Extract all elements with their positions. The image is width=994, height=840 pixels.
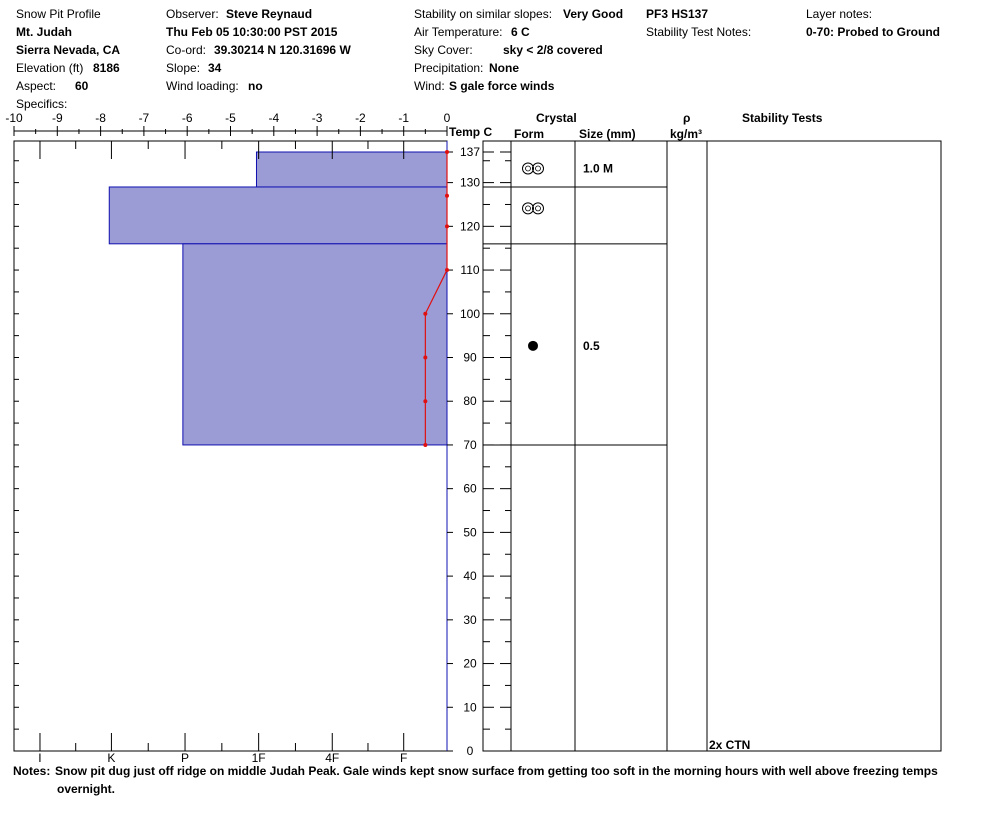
height-tick-label: 120 — [459, 219, 481, 234]
elevation-value: 8186 — [93, 61, 120, 75]
height-tick-label: 0 — [466, 744, 474, 758]
height-tick-label: 80 — [463, 394, 477, 409]
notes-line-2: overnight. — [57, 782, 116, 796]
layer-notes-label: Layer notes: — [806, 7, 873, 21]
air-temp-value: 6 C — [511, 25, 530, 39]
height-tick-label: 90 — [463, 350, 477, 365]
observer-label: Observer: — [166, 7, 219, 21]
stability-tests-column-header: Stability Tests — [742, 111, 823, 125]
layer-bar-0 — [256, 152, 447, 187]
height-tick-label: 110 — [460, 263, 480, 278]
rounds-crystal-icon — [523, 163, 544, 174]
height-tick-label: 60 — [463, 481, 477, 496]
temperature-point — [445, 150, 449, 154]
height-tick-label: 40 — [463, 569, 477, 584]
temp-tick-label: -6 — [181, 111, 193, 125]
round-ring-inner — [526, 166, 531, 171]
profile-title: Snow Pit Profile — [16, 7, 101, 21]
round-ring — [523, 203, 534, 214]
temp-tick-label: 0 — [443, 111, 451, 125]
height-tick-label: 30 — [463, 612, 477, 627]
crystal-size-label: 1.0 M — [583, 161, 614, 176]
hardness-label: F — [400, 751, 408, 765]
height-tick-label: 137 — [459, 145, 481, 159]
wind-value: S gale force winds — [449, 79, 555, 93]
sky-cover-value: sky < 2/8 covered — [503, 43, 603, 57]
height-tick-label: 50 — [463, 525, 477, 540]
height-tick-label: 70 — [463, 437, 477, 452]
region: Sierra Nevada, CA — [16, 43, 121, 57]
hardness-label: 4F — [325, 751, 340, 765]
height-tick-label: 10 — [463, 700, 477, 715]
temp-tick-label: -8 — [95, 111, 106, 125]
slope-value: 34 — [208, 61, 222, 75]
pf-hs: PF3 HS137 — [646, 7, 709, 21]
density-unit: kg/m³ — [670, 127, 703, 141]
slope-label: Slope: — [166, 61, 201, 75]
height-tick-label: 100 — [459, 306, 481, 321]
temperature-point — [445, 224, 449, 228]
round-ring — [533, 203, 544, 214]
temperature-point — [445, 268, 449, 272]
round-ring-inner — [526, 206, 531, 211]
stability-value: Very Good — [563, 7, 624, 21]
temp-tick-label: -9 — [51, 111, 63, 125]
layer-bar-2 — [183, 244, 447, 445]
hardness-label: I — [38, 751, 42, 765]
stability-test-notes-label: Stability Test Notes: — [646, 25, 752, 39]
notes-line-1: Snow pit dug just off ridge on middle Judah Peak. Gale winds kept snow surface from getting too soft in the morning hours with well above freezing temps — [55, 764, 938, 778]
wind-label: Wind: — [414, 79, 445, 93]
temp-tick-label: -3 — [311, 111, 323, 125]
elevation-label: Elevation (ft) — [16, 61, 84, 75]
aspect-value: 60 — [75, 79, 89, 93]
hardness-label: K — [107, 751, 116, 765]
crystal-column-header: Crystal — [536, 111, 577, 125]
size-column-header: Size (mm) — [579, 127, 636, 141]
density-symbol: ρ — [683, 111, 691, 125]
temp-tick-label: -10 — [5, 111, 23, 125]
layer-bar-1 — [109, 187, 447, 244]
temp-tick-label: -4 — [268, 111, 280, 125]
round-ring — [533, 163, 544, 174]
round-ring-inner — [536, 206, 541, 211]
temperature-point — [423, 312, 427, 316]
temp-tick-label: -5 — [225, 111, 236, 125]
round-ring — [523, 163, 534, 174]
coord-label: Co-ord: — [166, 43, 207, 57]
air-temp-label: Air Temperature: — [414, 25, 503, 39]
temp-tick-label: -2 — [355, 111, 366, 125]
observer-value: Steve Reynaud — [226, 7, 313, 21]
temperature-point — [423, 399, 427, 403]
layer-table-frame — [483, 141, 941, 751]
temp-column-header: Temp C — [449, 125, 493, 139]
temperature-point — [423, 443, 427, 447]
wind-loading-label: Wind loading: — [166, 79, 239, 93]
hardness-label: P — [181, 751, 190, 765]
specifics-label: Specifics: — [16, 97, 68, 111]
stability-label: Stability on similar slopes: — [414, 7, 553, 21]
observation-datetime: Thu Feb 05 10:30:00 PST 2015 — [166, 25, 338, 39]
graupel-crystal-icon — [528, 341, 538, 351]
crystal-size-label: 0.5 — [583, 338, 600, 353]
notes-label: Notes: — [13, 764, 51, 778]
coord-value: 39.30214 N 120.31696 W — [214, 43, 351, 57]
height-tick-label: 20 — [463, 656, 477, 671]
layer-notes-value: 0-70: Probed to Ground — [806, 25, 941, 39]
precipitation-value: None — [489, 61, 519, 75]
aspect-label: Aspect: — [16, 79, 57, 93]
height-tick-label: 130 — [459, 175, 481, 190]
round-ring-inner — [536, 166, 541, 171]
temperature-point — [423, 355, 427, 359]
hardness-label: 1F — [251, 751, 266, 765]
precipitation-label: Precipitation: — [414, 61, 484, 75]
stability-test-label: 2x CTN — [709, 738, 751, 752]
rounds-crystal-icon — [523, 203, 544, 214]
temp-tick-label: -7 — [138, 111, 150, 125]
sky-cover-label: Sky Cover: — [414, 43, 473, 57]
temp-tick-label: -1 — [398, 111, 410, 125]
wind-loading-value: no — [248, 79, 263, 93]
form-column-header: Form — [514, 127, 544, 141]
temperature-point — [445, 194, 449, 198]
location: Mt. Judah — [16, 25, 72, 39]
